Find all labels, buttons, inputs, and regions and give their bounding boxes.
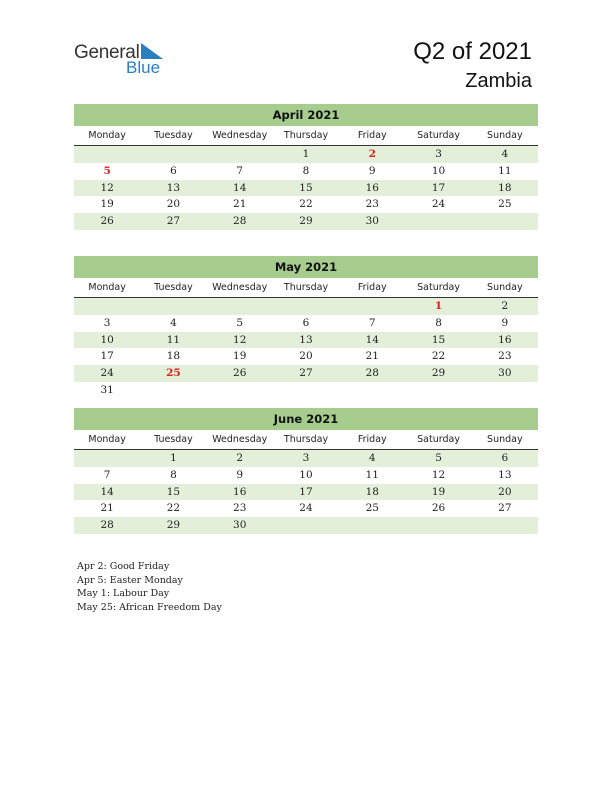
- day-cell: 8: [435, 316, 442, 329]
- day-cell: 16: [365, 181, 379, 194]
- day-cell: [472, 517, 538, 534]
- weekday-label: Tuesday: [154, 282, 193, 293]
- weekday-header: [74, 278, 538, 298]
- day-cell: 2: [501, 300, 509, 312]
- week-row: [74, 365, 538, 382]
- weekday-label: Tuesday: [154, 130, 193, 141]
- day-cell: 5: [236, 316, 244, 329]
- day-cell: 29: [431, 367, 446, 380]
- weekday-label: Saturday: [417, 130, 460, 141]
- day-cell: 9: [236, 468, 244, 481]
- holiday-note: Apr 2: Good Friday: [77, 561, 170, 572]
- day-cell: [207, 146, 273, 163]
- day-cell: 14: [365, 333, 379, 346]
- day-cell: 23: [365, 198, 379, 211]
- day-cell: 3: [435, 148, 442, 160]
- day-cell: 1: [302, 148, 310, 160]
- day-cell: 19: [431, 485, 446, 498]
- day-cell: [207, 298, 273, 315]
- day-cell: 8: [302, 164, 310, 177]
- day-cell: 15: [166, 485, 181, 498]
- week-row: [74, 467, 538, 484]
- day-cell: 1: [434, 300, 443, 312]
- day-cell: 4: [368, 452, 376, 464]
- week-row: [74, 382, 538, 399]
- month-title: April 2021: [74, 104, 538, 126]
- day-cell: 12: [100, 181, 114, 194]
- day-cell: 23: [233, 502, 247, 515]
- day-cell: 14: [100, 485, 114, 498]
- weekday-label: Sunday: [487, 282, 523, 293]
- day-cell: [339, 298, 405, 315]
- day-cell: 29: [299, 215, 313, 228]
- day-cell: 4: [170, 316, 177, 329]
- weekday-label: Sunday: [487, 434, 523, 445]
- day-cell: 30: [365, 215, 379, 228]
- day-cell: 10: [299, 468, 313, 481]
- day-cell: 10: [431, 164, 446, 177]
- weekday-header: [74, 430, 538, 450]
- day-cell: 6: [302, 316, 310, 329]
- day-cell: 11: [498, 164, 512, 177]
- weekday-label: Wednesday: [212, 434, 268, 445]
- day-cell: 22: [431, 350, 446, 363]
- weekday-label: Monday: [88, 282, 126, 293]
- day-cell: 5: [435, 452, 442, 464]
- day-cell: 11: [365, 468, 379, 481]
- week-row: [74, 500, 538, 517]
- brand-logo: [74, 42, 161, 77]
- day-cell: 25: [365, 502, 379, 515]
- day-cell: 30: [498, 367, 512, 380]
- brand-word-general: General: [74, 42, 140, 63]
- day-cell: 23: [498, 350, 512, 363]
- week-row: [74, 298, 538, 315]
- day-cell: 9: [368, 164, 376, 177]
- weekday-label: Saturday: [417, 282, 460, 293]
- day-cell: 13: [166, 181, 181, 194]
- day-cell: 25: [498, 198, 512, 211]
- day-cell: 3: [103, 316, 111, 329]
- day-cell: 21: [233, 198, 247, 211]
- day-cell: 22: [166, 502, 181, 515]
- month-calendar: [74, 104, 538, 230]
- week-row: [74, 332, 538, 349]
- day-cell: 24: [299, 502, 313, 515]
- day-cell: 13: [299, 333, 313, 346]
- holiday-note: May 1: Labour Day: [77, 588, 170, 599]
- weekday-label: Thursday: [283, 130, 329, 141]
- day-cell: [273, 517, 339, 534]
- month-calendar: [74, 256, 538, 399]
- day-cell: [74, 450, 140, 467]
- weekday-header: [74, 126, 538, 146]
- day-cell: 5: [103, 164, 111, 177]
- day-cell: [472, 382, 538, 399]
- day-cell: 13: [498, 468, 512, 481]
- day-cell: 2: [236, 452, 244, 464]
- month-title: June 2021: [74, 408, 538, 430]
- day-cell: 12: [233, 333, 247, 346]
- weekday-label: Monday: [88, 434, 126, 445]
- day-cell: 7: [103, 468, 111, 481]
- weekday-label: Monday: [88, 130, 126, 141]
- day-cell: [74, 146, 140, 163]
- day-cell: 9: [501, 316, 509, 329]
- day-cell: 28: [365, 367, 379, 380]
- day-cell: 17: [299, 485, 313, 498]
- weekday-label: Saturday: [417, 434, 460, 445]
- day-cell: [74, 298, 140, 315]
- day-cell: [140, 298, 206, 315]
- day-cell: 29: [166, 519, 181, 532]
- weekday-label: Thursday: [283, 434, 329, 445]
- holiday-notes: [77, 560, 222, 614]
- day-cell: 11: [166, 333, 181, 346]
- day-cell: 12: [431, 468, 446, 481]
- day-cell: [207, 382, 273, 399]
- day-cell: 15: [431, 333, 446, 346]
- day-cell: [339, 517, 405, 534]
- day-cell: 18: [365, 485, 379, 498]
- weekday-label: Sunday: [487, 130, 523, 141]
- weekday-label: Friday: [357, 130, 387, 141]
- week-row: [74, 163, 538, 180]
- weekday-label: Friday: [357, 434, 387, 445]
- day-cell: 20: [166, 198, 181, 211]
- day-cell: 18: [498, 181, 512, 194]
- day-cell: [405, 213, 471, 230]
- day-cell: 22: [299, 198, 313, 211]
- day-cell: 4: [501, 148, 509, 160]
- day-cell: 16: [498, 333, 512, 346]
- day-cell: 10: [100, 333, 114, 346]
- day-cell: 28: [100, 519, 114, 532]
- day-cell: 27: [299, 367, 313, 380]
- weekday-label: Friday: [357, 282, 387, 293]
- day-cell: 21: [365, 350, 379, 363]
- week-row: [74, 484, 538, 501]
- weekday-label: Thursday: [283, 282, 329, 293]
- day-cell: [140, 146, 206, 163]
- day-cell: 1: [170, 452, 177, 464]
- country-name: Zambia: [465, 70, 532, 92]
- day-cell: 3: [302, 452, 310, 464]
- week-row: [74, 315, 538, 332]
- day-cell: 26: [233, 367, 247, 380]
- day-cell: 19: [100, 198, 114, 211]
- holiday-note: Apr 5: Easter Monday: [77, 574, 183, 586]
- day-cell: 26: [431, 502, 446, 515]
- day-cell: 27: [166, 215, 181, 228]
- week-row: [74, 450, 538, 467]
- holiday-note: May 25: African Freedom Day: [77, 601, 222, 613]
- day-cell: 15: [299, 181, 313, 194]
- day-cell: 24: [431, 198, 446, 211]
- day-cell: 28: [233, 215, 247, 228]
- week-row: [74, 213, 538, 230]
- week-row: [74, 196, 538, 213]
- brand-flag-icon: [141, 43, 163, 59]
- weekday-label: Wednesday: [212, 130, 268, 141]
- day-cell: 8: [170, 468, 177, 481]
- quarter-title: Q2 of 2021: [413, 38, 532, 65]
- month-title: May 2021: [74, 256, 538, 278]
- day-cell: [472, 213, 538, 230]
- day-cell: 20: [498, 485, 512, 498]
- weekday-label: Wednesday: [212, 282, 268, 293]
- day-cell: 6: [501, 452, 509, 464]
- week-row: [74, 180, 538, 197]
- day-cell: [140, 382, 206, 399]
- day-cell: 18: [166, 350, 181, 363]
- day-cell: 7: [368, 316, 376, 329]
- day-cell: [405, 517, 471, 534]
- day-cell: 25: [166, 367, 181, 380]
- day-cell: 17: [431, 181, 446, 194]
- day-cell: 6: [170, 164, 177, 177]
- day-cell: [339, 382, 405, 399]
- day-cell: 19: [233, 350, 247, 363]
- week-row: [74, 348, 538, 365]
- day-cell: 31: [100, 383, 114, 396]
- day-cell: [273, 298, 339, 315]
- day-cell: 24: [100, 367, 114, 380]
- day-cell: 16: [233, 485, 247, 498]
- day-cell: 27: [498, 502, 512, 515]
- day-cell: 26: [100, 215, 114, 228]
- day-cell: 14: [233, 181, 247, 194]
- day-cell: [405, 382, 471, 399]
- day-cell: 2: [368, 148, 376, 160]
- day-cell: 21: [100, 502, 114, 515]
- week-row: [74, 146, 538, 163]
- week-row: [74, 517, 538, 534]
- day-cell: 17: [100, 350, 114, 363]
- brand-word-blue: Blue: [126, 58, 161, 77]
- weekday-label: Tuesday: [154, 434, 193, 445]
- day-cell: [273, 382, 339, 399]
- month-calendar: [74, 408, 538, 534]
- day-cell: 30: [233, 519, 247, 532]
- day-cell: 7: [236, 164, 244, 177]
- day-cell: 20: [299, 350, 313, 363]
